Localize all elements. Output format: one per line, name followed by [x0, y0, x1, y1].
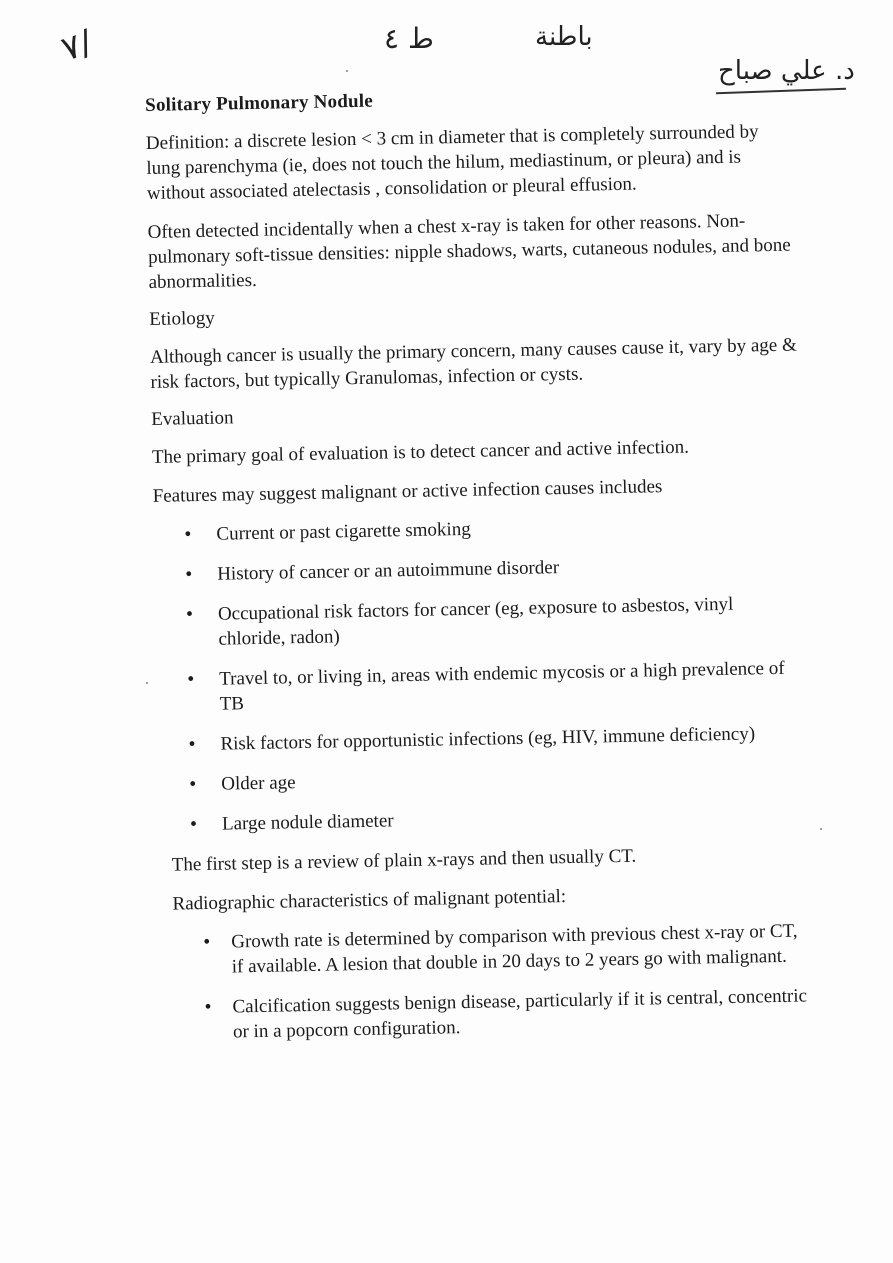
bullet-icon: • — [189, 813, 198, 836]
list-item-text: Occupational risk factors for cancer (eg, exposure to asbestos, vinyl chloride, radon) — [217, 593, 734, 650]
list-item-text: History of cancer or an autoimmune disorder — [217, 557, 560, 585]
features-list — [153, 510, 809, 837]
list-item — [157, 720, 807, 757]
list-item — [174, 983, 813, 1045]
list-item — [155, 590, 806, 652]
evaluation-heading: Evaluation — [151, 407, 234, 430]
bullet-icon: • — [185, 603, 194, 626]
handwritten-subject-label: باطنة — [535, 22, 593, 52]
bullet-icon: • — [204, 995, 212, 1019]
etiology-heading: Etiology — [149, 307, 215, 330]
bullet-icon: • — [184, 563, 193, 586]
etiology-paragraph: Although cancer is usually the primary concern, many causes cause it, vary by age & risk factors, but typically Granulomas, infection or cysts. — [149, 334, 797, 393]
features-intro: Features may suggest malignant or active infection causes includes — [152, 476, 663, 507]
handwritten-stage-label: ط ٤ — [384, 22, 434, 55]
bullet-icon: • — [203, 930, 211, 954]
list-item-text: Older age — [221, 772, 296, 795]
radiographic-intro: Radiographic characteristics of malignant potential: — [172, 886, 567, 915]
list-item-text: Travel to, or living in, areas with endemic mycosis or a high prevalence of TB — [219, 657, 785, 715]
bullet-icon: • — [184, 523, 192, 546]
evaluation-goal: The primary goal of evaluation is to detect cancer and active infection. — [151, 436, 690, 468]
bullet-icon: • — [188, 733, 196, 756]
bullet-icon: • — [187, 668, 195, 691]
list-item-text: Calcification suggests benign disease, particularly if it is central, concentric or in a popcorn configuration. — [232, 985, 808, 1043]
list-item — [154, 550, 804, 587]
handwritten-author-name: د. علي صباح — [718, 56, 855, 86]
definition-paragraph: Definition: a discrete lesion < 3 cm in diameter that is completely surrounded by lung parenchyma (ie, does not touch the hilum, mediastinum, or pleura) and is without associated atelectasis , consolidation or pleural effusion. — [145, 121, 759, 204]
list-item — [153, 510, 803, 547]
document-body — [145, 83, 813, 1061]
document-title: Solitary Pulmonary Nodule — [145, 90, 374, 116]
list-item-text: Growth rate is determined by comparison with previous chest x-ray or CT, if available. A lesion that double in 20 days to 2 years go with malignant. — [231, 920, 798, 978]
scan-speck — [820, 828, 822, 830]
scan-speck — [346, 70, 348, 72]
bullet-icon: • — [189, 773, 197, 796]
first-step-paragraph: The first step is a review of plain x-rays and then usually CT. — [171, 845, 637, 876]
list-item-text: Risk factors for opportunistic infections (eg, HIV, immune deficiency) — [220, 723, 756, 755]
detection-paragraph: Often detected incidentally when a chest x-ray is taken for other reasons. Non-pulmonary soft-tissue densities: nipple shadows, warts, cutaneous nodules, and bone abnormalities. — [147, 210, 791, 293]
list-item — [158, 760, 808, 797]
list-item-text: Large nodule diameter — [221, 810, 394, 835]
scan-speck — [146, 682, 148, 684]
radiographic-list — [173, 918, 813, 1045]
list-item — [159, 800, 809, 837]
list-item-text: Current or past cigarette smoking — [216, 518, 471, 545]
handwritten-page-mark: ٧/ — [56, 22, 98, 70]
list-item — [156, 655, 807, 717]
list-item — [173, 918, 812, 980]
